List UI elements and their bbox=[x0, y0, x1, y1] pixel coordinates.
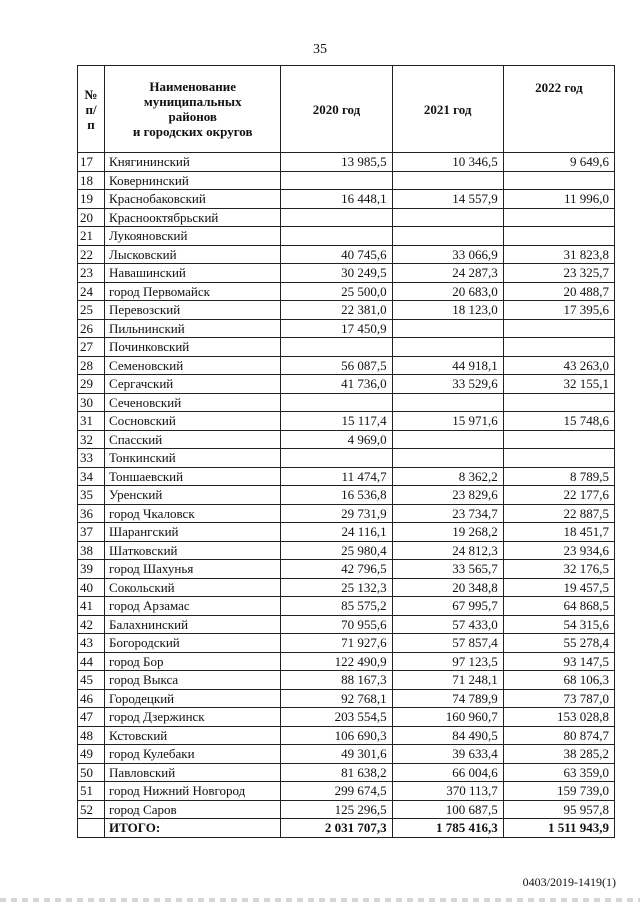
table-row bbox=[78, 726, 615, 745]
table-row bbox=[78, 356, 615, 375]
row-value-2022: 23 325,7 bbox=[503, 264, 614, 283]
row-value-2021: 33 565,7 bbox=[392, 560, 503, 579]
row-number: 52 bbox=[78, 800, 105, 819]
row-name: Кстовский bbox=[105, 726, 281, 745]
row-value-2021: 15 971,6 bbox=[392, 412, 503, 431]
row-value-2022: 8 789,5 bbox=[503, 467, 614, 486]
row-name: Навашинский bbox=[105, 264, 281, 283]
table-row bbox=[78, 375, 615, 394]
row-number: 34 bbox=[78, 467, 105, 486]
table-row bbox=[78, 652, 615, 671]
row-value-2021: 97 123,5 bbox=[392, 652, 503, 671]
row-number: 32 bbox=[78, 430, 105, 449]
row-name: Починковский bbox=[105, 338, 281, 357]
row-value-2021: 23 734,7 bbox=[392, 504, 503, 523]
table-row bbox=[78, 208, 615, 227]
row-value-2022 bbox=[503, 338, 614, 357]
row-value-2020: 203 554,5 bbox=[281, 708, 392, 727]
table-row bbox=[78, 782, 615, 801]
header-name-line1: Наименование bbox=[149, 79, 237, 94]
table-row bbox=[78, 615, 615, 634]
row-value-2020: 17 450,9 bbox=[281, 319, 392, 338]
row-number: 45 bbox=[78, 671, 105, 690]
row-value-2020: 299 674,5 bbox=[281, 782, 392, 801]
row-value-2020 bbox=[281, 208, 392, 227]
row-value-2020: 41 736,0 bbox=[281, 375, 392, 394]
row-value-2020 bbox=[281, 171, 392, 190]
table-row bbox=[78, 190, 615, 209]
row-value-2022: 9 649,6 bbox=[503, 153, 614, 172]
row-value-2022 bbox=[503, 430, 614, 449]
row-value-2021: 19 268,2 bbox=[392, 523, 503, 542]
row-value-2022: 54 315,6 bbox=[503, 615, 614, 634]
row-value-2020 bbox=[281, 393, 392, 412]
table-row bbox=[78, 430, 615, 449]
row-value-2020: 122 490,9 bbox=[281, 652, 392, 671]
total-row bbox=[78, 819, 615, 838]
total-label: ИТОГО: bbox=[105, 819, 281, 838]
row-value-2022: 32 176,5 bbox=[503, 560, 614, 579]
row-name: Сеченовский bbox=[105, 393, 281, 412]
row-value-2021 bbox=[392, 449, 503, 468]
row-value-2022: 73 787,0 bbox=[503, 689, 614, 708]
total-2020: 2 031 707,3 bbox=[281, 819, 392, 838]
row-value-2021 bbox=[392, 208, 503, 227]
row-value-2022: 64 868,5 bbox=[503, 597, 614, 616]
row-value-2021: 10 346,5 bbox=[392, 153, 503, 172]
row-value-2022: 32 155,1 bbox=[503, 375, 614, 394]
row-value-2020: 29 731,9 bbox=[281, 504, 392, 523]
row-name: Княгининский bbox=[105, 153, 281, 172]
table-row bbox=[78, 171, 615, 190]
row-value-2020: 40 745,6 bbox=[281, 245, 392, 264]
row-value-2020: 85 575,2 bbox=[281, 597, 392, 616]
table-row bbox=[78, 282, 615, 301]
row-value-2021: 370 113,7 bbox=[392, 782, 503, 801]
row-name: город Нижний Новгород bbox=[105, 782, 281, 801]
row-name: Уренский bbox=[105, 486, 281, 505]
row-name: Сосновский bbox=[105, 412, 281, 431]
budget-table bbox=[77, 65, 615, 838]
row-name: город Кулебаки bbox=[105, 745, 281, 764]
row-value-2020: 25 980,4 bbox=[281, 541, 392, 560]
row-value-2022 bbox=[503, 449, 614, 468]
row-value-2021: 71 248,1 bbox=[392, 671, 503, 690]
row-value-2021: 84 490,5 bbox=[392, 726, 503, 745]
row-value-2022: 15 748,6 bbox=[503, 412, 614, 431]
row-value-2021: 24 287,3 bbox=[392, 264, 503, 283]
row-value-2020: 42 796,5 bbox=[281, 560, 392, 579]
row-number: 31 bbox=[78, 412, 105, 431]
row-number: 38 bbox=[78, 541, 105, 560]
row-value-2021: 33 529,6 bbox=[392, 375, 503, 394]
row-name: Лысковский bbox=[105, 245, 281, 264]
row-value-2022: 22 177,6 bbox=[503, 486, 614, 505]
row-value-2020: 25 132,3 bbox=[281, 578, 392, 597]
table-row bbox=[78, 689, 615, 708]
document-code: 0403/2019-1419(1) bbox=[522, 875, 616, 889]
row-value-2021 bbox=[392, 227, 503, 246]
row-name: город Бор bbox=[105, 652, 281, 671]
row-name: Павловский bbox=[105, 763, 281, 782]
row-number: 29 bbox=[78, 375, 105, 394]
row-value-2021: 39 633,4 bbox=[392, 745, 503, 764]
row-value-2020: 70 955,6 bbox=[281, 615, 392, 634]
row-number: 25 bbox=[78, 301, 105, 320]
row-number: 28 bbox=[78, 356, 105, 375]
row-value-2022 bbox=[503, 227, 614, 246]
table-row bbox=[78, 634, 615, 653]
row-value-2021 bbox=[392, 338, 503, 357]
row-value-2022: 38 285,2 bbox=[503, 745, 614, 764]
row-name: Краснооктябрьский bbox=[105, 208, 281, 227]
row-name: Тоншаевский bbox=[105, 467, 281, 486]
row-number: 18 bbox=[78, 171, 105, 190]
table-row bbox=[78, 412, 615, 431]
row-value-2022: 19 457,5 bbox=[503, 578, 614, 597]
table-row bbox=[78, 578, 615, 597]
row-value-2021 bbox=[392, 393, 503, 412]
table-row bbox=[78, 393, 615, 412]
table-row bbox=[78, 763, 615, 782]
row-name: Сокольский bbox=[105, 578, 281, 597]
table-row bbox=[78, 264, 615, 283]
row-number: 37 bbox=[78, 523, 105, 542]
row-name: Городецкий bbox=[105, 689, 281, 708]
row-number: 41 bbox=[78, 597, 105, 616]
header-name-line2: муниципальных bbox=[143, 94, 242, 109]
row-value-2020: 56 087,5 bbox=[281, 356, 392, 375]
row-name: Краснобаковский bbox=[105, 190, 281, 209]
row-name: Сергачский bbox=[105, 375, 281, 394]
row-name: город Шахунья bbox=[105, 560, 281, 579]
row-name: Пильнинский bbox=[105, 319, 281, 338]
row-name: Балахнинский bbox=[105, 615, 281, 634]
row-value-2022: 93 147,5 bbox=[503, 652, 614, 671]
row-value-2020: 49 301,6 bbox=[281, 745, 392, 764]
row-value-2020: 92 768,1 bbox=[281, 689, 392, 708]
row-value-2021: 23 829,6 bbox=[392, 486, 503, 505]
row-number: 30 bbox=[78, 393, 105, 412]
row-value-2021: 20 348,8 bbox=[392, 578, 503, 597]
row-number: 35 bbox=[78, 486, 105, 505]
row-number: 19 bbox=[78, 190, 105, 209]
row-name: город Арзамас bbox=[105, 597, 281, 616]
table-row bbox=[78, 597, 615, 616]
table-row bbox=[78, 449, 615, 468]
row-name: город Чкаловск bbox=[105, 504, 281, 523]
row-value-2021: 57 857,4 bbox=[392, 634, 503, 653]
table-row bbox=[78, 708, 615, 727]
table-row bbox=[78, 671, 615, 690]
table-row bbox=[78, 504, 615, 523]
row-value-2020 bbox=[281, 227, 392, 246]
row-number: 24 bbox=[78, 282, 105, 301]
row-name: Тонкинский bbox=[105, 449, 281, 468]
row-value-2020: 81 638,2 bbox=[281, 763, 392, 782]
row-name: город Выкса bbox=[105, 671, 281, 690]
row-number: 21 bbox=[78, 227, 105, 246]
row-value-2022: 43 263,0 bbox=[503, 356, 614, 375]
row-value-2021: 14 557,9 bbox=[392, 190, 503, 209]
row-number: 39 bbox=[78, 560, 105, 579]
row-number: 49 bbox=[78, 745, 105, 764]
row-value-2022: 159 739,0 bbox=[503, 782, 614, 801]
row-value-2022: 22 887,5 bbox=[503, 504, 614, 523]
row-value-2020: 71 927,6 bbox=[281, 634, 392, 653]
total-2022: 1 511 943,9 bbox=[503, 819, 614, 838]
row-value-2020: 25 500,0 bbox=[281, 282, 392, 301]
header-num-line1: № bbox=[84, 86, 98, 102]
row-value-2021: 33 066,9 bbox=[392, 245, 503, 264]
row-value-2022: 17 395,6 bbox=[503, 301, 614, 320]
row-value-2021 bbox=[392, 171, 503, 190]
row-value-2021: 20 683,0 bbox=[392, 282, 503, 301]
row-value-2022: 55 278,4 bbox=[503, 634, 614, 653]
row-value-2020: 11 474,7 bbox=[281, 467, 392, 486]
row-value-2022: 63 359,0 bbox=[503, 763, 614, 782]
row-number: 50 bbox=[78, 763, 105, 782]
row-value-2020: 106 690,3 bbox=[281, 726, 392, 745]
row-number: 47 bbox=[78, 708, 105, 727]
row-value-2021 bbox=[392, 319, 503, 338]
row-value-2022 bbox=[503, 393, 614, 412]
row-value-2021: 44 918,1 bbox=[392, 356, 503, 375]
row-value-2020: 125 296,5 bbox=[281, 800, 392, 819]
row-name: Ковернинский bbox=[105, 171, 281, 190]
row-number: 33 bbox=[78, 449, 105, 468]
table-row bbox=[78, 467, 615, 486]
row-value-2020: 30 249,5 bbox=[281, 264, 392, 283]
row-value-2022: 95 957,8 bbox=[503, 800, 614, 819]
row-value-2022: 20 488,7 bbox=[503, 282, 614, 301]
row-value-2020: 88 167,3 bbox=[281, 671, 392, 690]
row-number: 23 bbox=[78, 264, 105, 283]
header-2021: 2021 год bbox=[392, 66, 503, 153]
row-value-2022: 153 028,8 bbox=[503, 708, 614, 727]
row-number: 42 bbox=[78, 615, 105, 634]
row-name: город Саров bbox=[105, 800, 281, 819]
row-value-2020: 24 116,1 bbox=[281, 523, 392, 542]
header-name-line3: районов bbox=[168, 109, 217, 124]
table-row bbox=[78, 560, 615, 579]
row-name: Спасский bbox=[105, 430, 281, 449]
total-num bbox=[78, 819, 105, 838]
header-name bbox=[105, 66, 281, 153]
row-value-2021: 18 123,0 bbox=[392, 301, 503, 320]
row-value-2022 bbox=[503, 208, 614, 227]
row-number: 40 bbox=[78, 578, 105, 597]
row-value-2022: 11 996,0 bbox=[503, 190, 614, 209]
row-value-2020 bbox=[281, 449, 392, 468]
row-number: 51 bbox=[78, 782, 105, 801]
row-value-2021: 57 433,0 bbox=[392, 615, 503, 634]
row-name: город Дзержинск bbox=[105, 708, 281, 727]
row-number: 20 bbox=[78, 208, 105, 227]
row-value-2022: 18 451,7 bbox=[503, 523, 614, 542]
header-2022: 2022 год bbox=[503, 66, 614, 153]
row-value-2022: 68 106,3 bbox=[503, 671, 614, 690]
total-2021: 1 785 416,3 bbox=[392, 819, 503, 838]
row-value-2020: 22 381,0 bbox=[281, 301, 392, 320]
row-number: 46 bbox=[78, 689, 105, 708]
row-value-2022: 31 823,8 bbox=[503, 245, 614, 264]
row-value-2020: 15 117,4 bbox=[281, 412, 392, 431]
row-name: Лукояновский bbox=[105, 227, 281, 246]
row-value-2022: 80 874,7 bbox=[503, 726, 614, 745]
row-value-2021: 66 004,6 bbox=[392, 763, 503, 782]
row-value-2022 bbox=[503, 171, 614, 190]
row-value-2021: 8 362,2 bbox=[392, 467, 503, 486]
header-num-line2: п/п bbox=[85, 101, 97, 132]
row-name: Семеновский bbox=[105, 356, 281, 375]
table-row bbox=[78, 245, 615, 264]
row-number: 48 bbox=[78, 726, 105, 745]
page-number: 35 bbox=[313, 42, 327, 57]
row-number: 43 bbox=[78, 634, 105, 653]
row-value-2021 bbox=[392, 430, 503, 449]
table-row bbox=[78, 486, 615, 505]
table-row bbox=[78, 301, 615, 320]
row-value-2022: 23 934,6 bbox=[503, 541, 614, 560]
table-row bbox=[78, 153, 615, 172]
row-value-2020: 16 536,8 bbox=[281, 486, 392, 505]
table-row bbox=[78, 800, 615, 819]
row-value-2020: 4 969,0 bbox=[281, 430, 392, 449]
row-value-2021: 74 789,9 bbox=[392, 689, 503, 708]
table-row bbox=[78, 227, 615, 246]
footer-scan-line bbox=[0, 898, 640, 902]
row-name: Шарангский bbox=[105, 523, 281, 542]
row-name: город Первомайск bbox=[105, 282, 281, 301]
header-num bbox=[78, 66, 105, 153]
row-value-2020 bbox=[281, 338, 392, 357]
row-number: 27 bbox=[78, 338, 105, 357]
row-value-2021: 160 960,7 bbox=[392, 708, 503, 727]
table-row bbox=[78, 745, 615, 764]
row-value-2021: 67 995,7 bbox=[392, 597, 503, 616]
row-number: 22 bbox=[78, 245, 105, 264]
row-number: 17 bbox=[78, 153, 105, 172]
row-number: 36 bbox=[78, 504, 105, 523]
row-value-2021: 100 687,5 bbox=[392, 800, 503, 819]
table-row bbox=[78, 541, 615, 560]
table-row bbox=[78, 523, 615, 542]
header-name-line4: и городских округов bbox=[132, 124, 253, 139]
table-body bbox=[78, 153, 615, 819]
row-name: Богородский bbox=[105, 634, 281, 653]
row-number: 26 bbox=[78, 319, 105, 338]
row-name: Шатковский bbox=[105, 541, 281, 560]
row-value-2022 bbox=[503, 319, 614, 338]
table-header-row bbox=[78, 66, 615, 153]
table-row bbox=[78, 338, 615, 357]
row-value-2021: 24 812,3 bbox=[392, 541, 503, 560]
row-value-2020: 13 985,5 bbox=[281, 153, 392, 172]
row-number: 44 bbox=[78, 652, 105, 671]
row-name: Перевозский bbox=[105, 301, 281, 320]
row-value-2020: 16 448,1 bbox=[281, 190, 392, 209]
header-2020: 2020 год bbox=[281, 66, 392, 153]
table-row bbox=[78, 319, 615, 338]
